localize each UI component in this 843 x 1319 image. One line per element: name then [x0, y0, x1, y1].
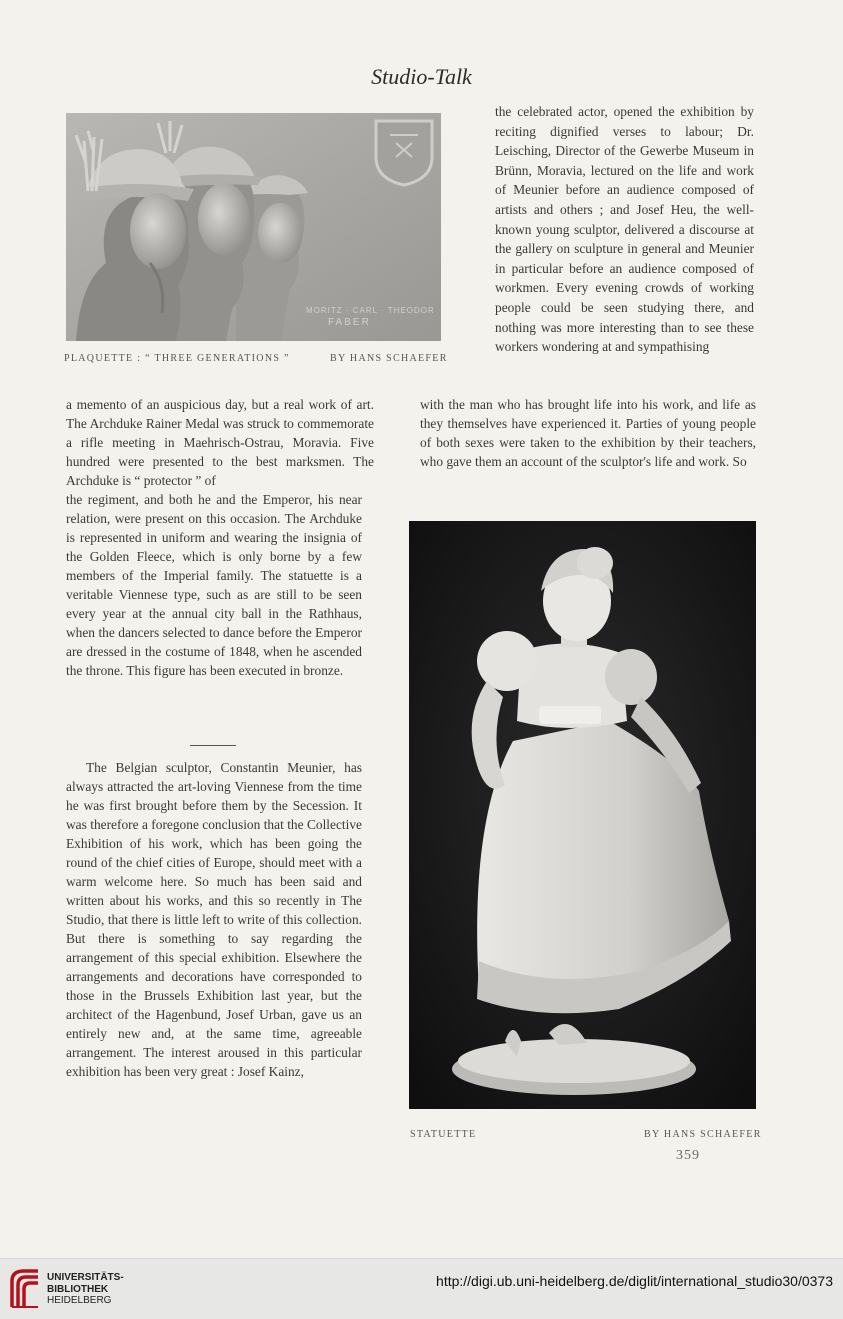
left-paragraph-wide: a memento of an auspicious day, but a real work of art. The Archduke Rainer Medal was struck to commemorate a rifle meeting in Maehrisch-Ostrau, Moravia. Five hundred were presented to the best marksmen. The Archduke is “ protector ” of — [66, 397, 374, 488]
running-head: Studio-Talk — [371, 64, 472, 89]
statuette-caption-left: STATUETTE — [410, 1129, 477, 1140]
plaquette-caption-right: BY HANS SCHAEFER — [330, 353, 448, 364]
left-paragraph-archduke: the regiment, and both he and the Emperor, his near relation, were present on this occasion. The Archduke is represented in uniform and wearing the insignia of the Golden Fleece, which is only borne by a few members of the Imperial family. The statuette is a veritable Viennese type, such as are still to be seen every year at the annual city ball in the Rathhaus, when the dancers selected to dance before the Emperor are dressed in the costume of 1848, when he ascended the throne. This figure has been executed in bronze. — [66, 492, 362, 678]
right-paragraph-wide: with the man who has brought life into his work, and life as they themselves have experienced it. Parties of young people of both sexes were taken to the exhibition by their teachers, who gave them an account of the sculptor's life and work. So — [420, 397, 756, 469]
section-divider — [190, 745, 236, 746]
right-column-top-text — [495, 102, 754, 357]
statuette-image — [409, 521, 756, 1109]
plaquette-image — [66, 113, 441, 341]
statuette-caption-right: BY HANS SCHAEFER — [644, 1129, 762, 1140]
library-logo-icon[interactable] — [8, 1267, 42, 1311]
left-paragraph-meunier: The Belgian sculptor, Constantin Meunier, has always attracted the art-loving Viennese from the time he was first brought before them by the Secession. It was therefore a foregone conclusion that the Collective Exhibition of his work, which has been going the round of the chief cities of Europe, should meet with a warm welcome here. So much has been said and written about his works, and this so recently in The Studio, that there is little left to write of this collection. But there is something to say regarding the arrangement of this special exhibition. Elsewhere the arrangements and decorations have corresponded to those in the Brussels Exhibition last year, but the architect of the Hagenbund, Josef Urban, gave us an entirely new and, at the same time, agreeable arrangement. The interest aroused in this particular exhibition has been very great : Josef Kainz, — [66, 760, 362, 1079]
left-column-narrow-text — [66, 490, 362, 680]
left-column-meunier-text — [66, 758, 362, 1081]
library-line-3: HEIDELBERG — [47, 1295, 112, 1306]
footer-bar — [0, 1258, 843, 1319]
right-column-wide-text — [420, 395, 756, 471]
source-url-link[interactable]: http://digi.ub.uni-heidelberg.de/diglit/international_studio30/0373 — [436, 1273, 833, 1289]
right-paragraph-top: the celebrated actor, opened the exhibition by reciting dignified verses to labour; Dr. Leisching, Director of the Gewerbe Museum in Brünn, Moravia, lectured on the life and work of Meunier before an audience composed of artists and others ; and Josef Heu, the well-known young sculptor, delivered a discourse at the gallery on sculpture in general and Meunier in particular before an audience composed of workmen. Every evening crowds of working people could be seen studying there, and nothing was more interesting than to see these workers wondering at and sympathising — [495, 104, 754, 355]
left-column-wide-text — [66, 395, 374, 490]
plaquette-caption-left: PLAQUETTE : “ THREE GENERATIONS ” — [64, 353, 290, 364]
plaquette-inscription-2: FABER — [328, 317, 371, 328]
library-line-2: BIBLIOTHEK — [47, 1283, 109, 1295]
library-line-1: UNIVERSITÄTS- — [47, 1272, 124, 1283]
library-name[interactable] — [47, 1272, 124, 1307]
page-number: 359 — [676, 1148, 700, 1163]
plaquette-inscription-1: MORITZ · CARL · THEODOR — [306, 306, 435, 315]
